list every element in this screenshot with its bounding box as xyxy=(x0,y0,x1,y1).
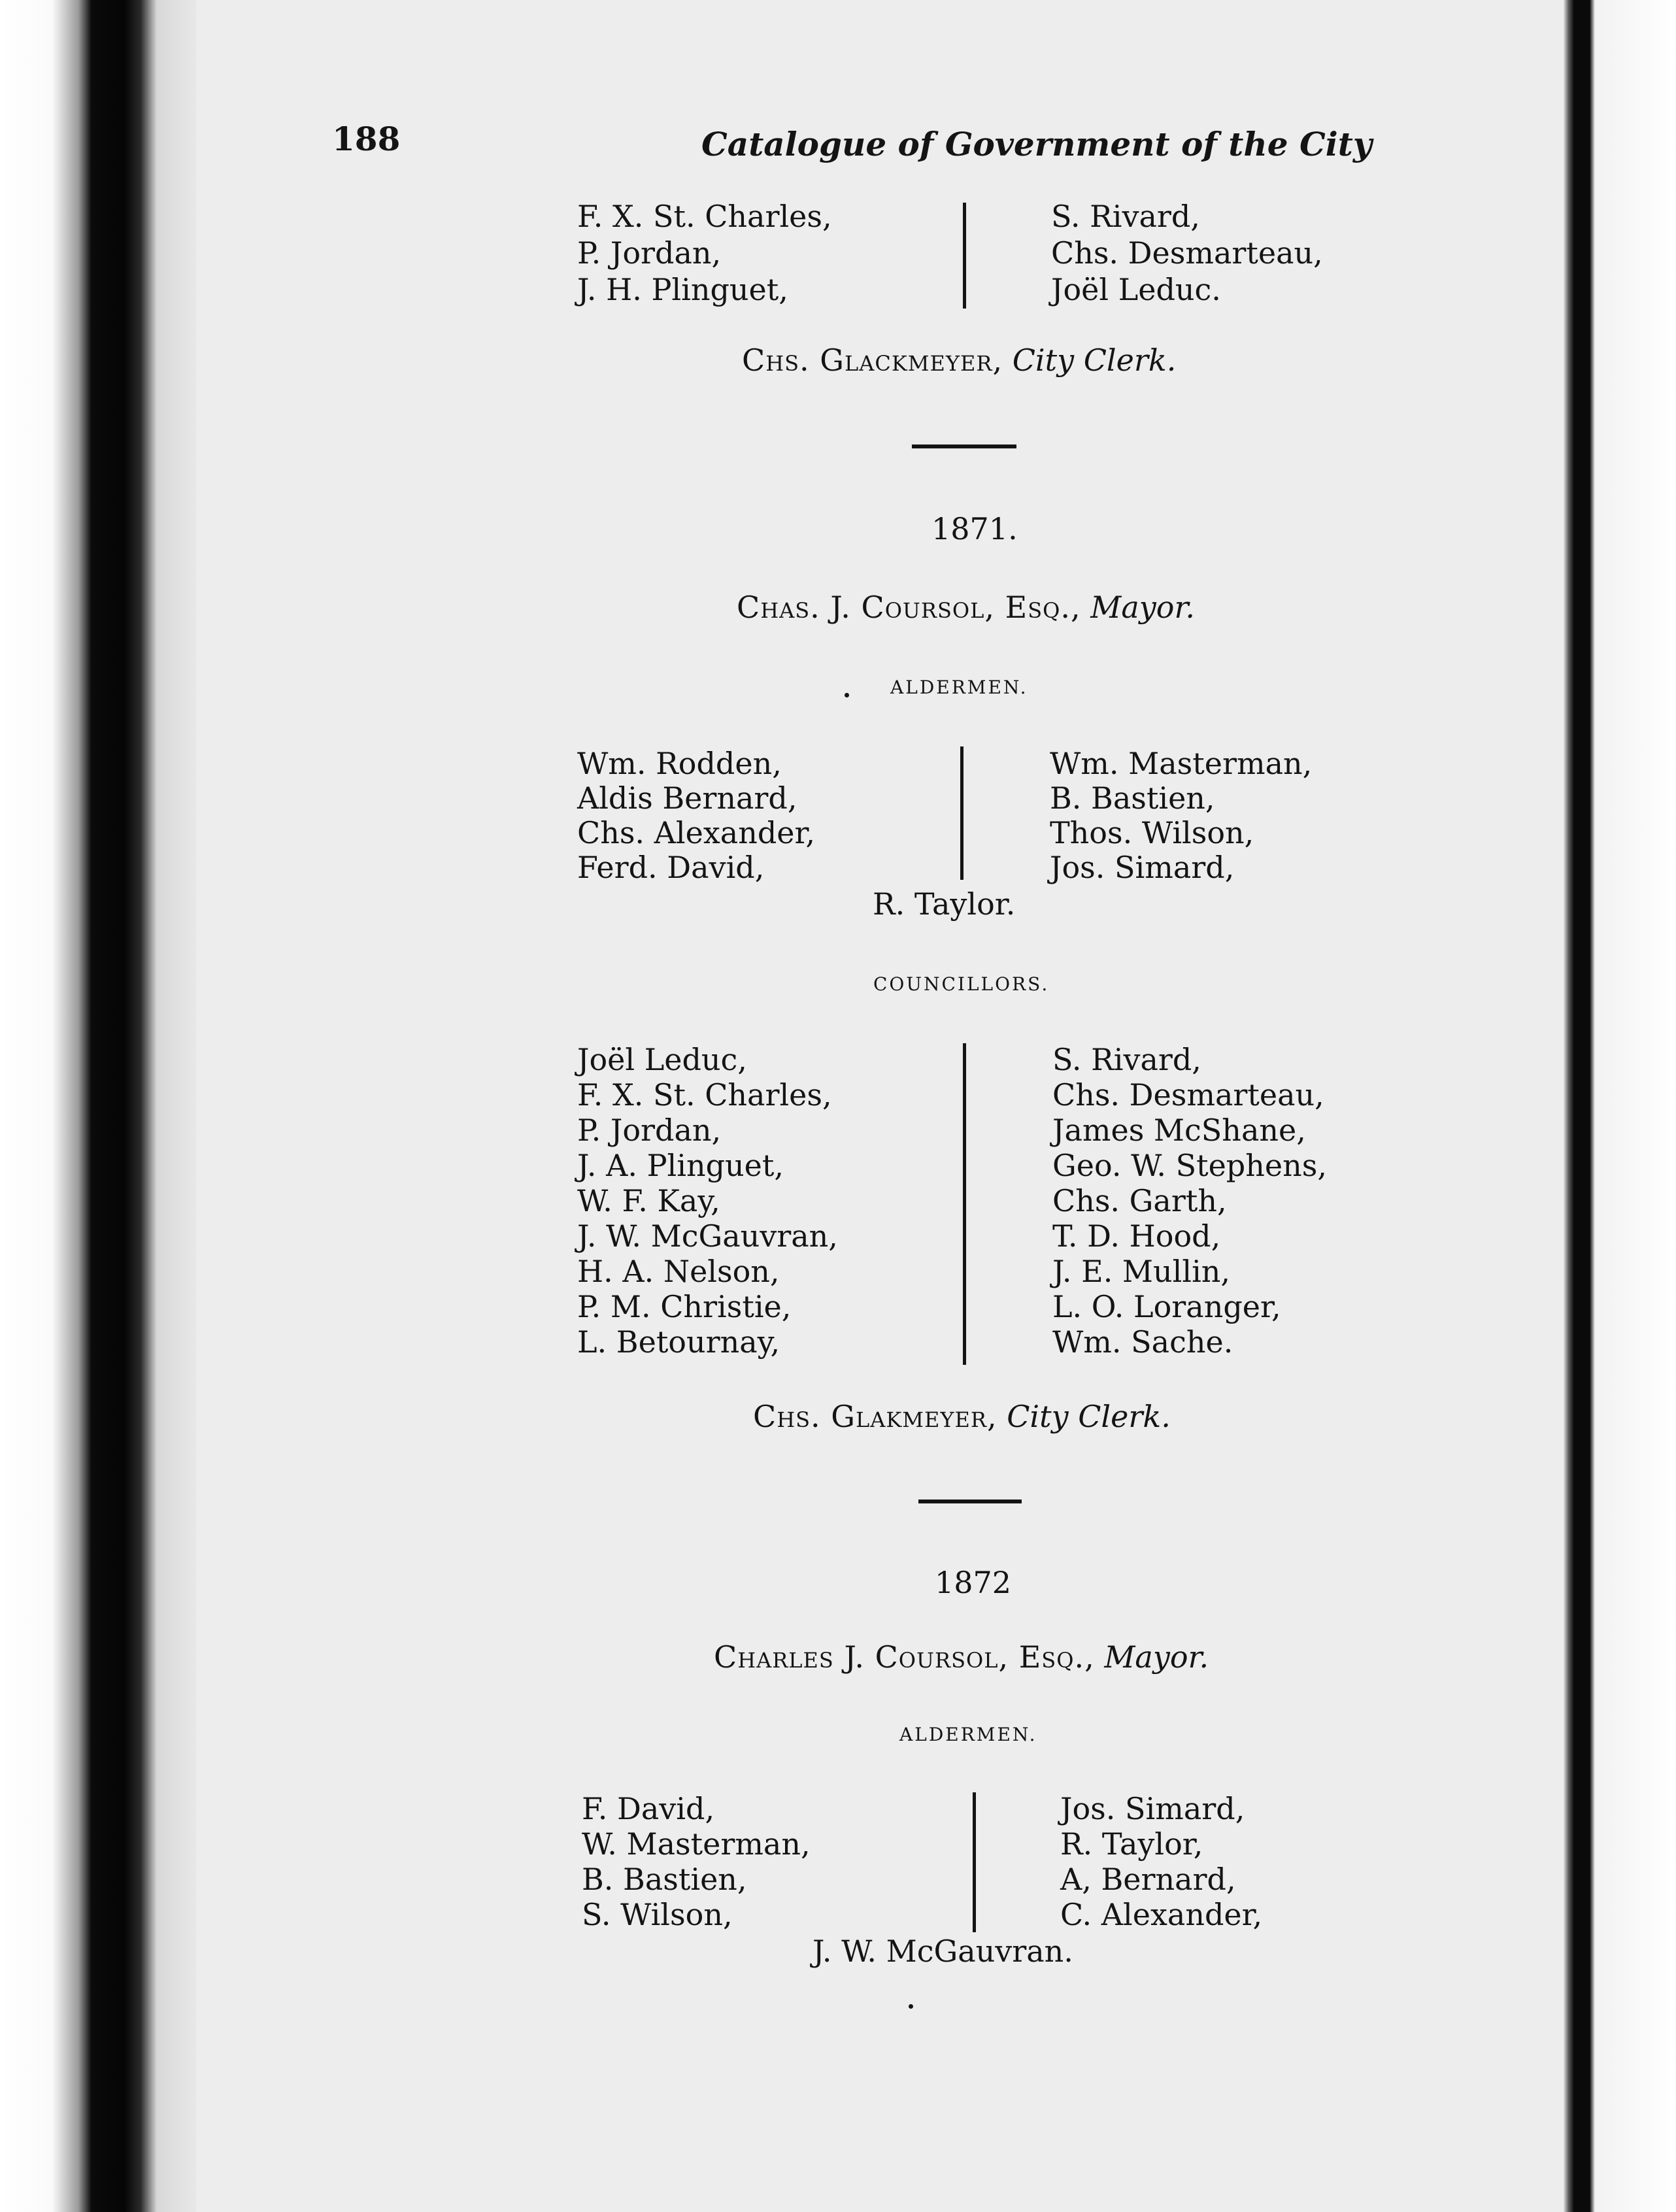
list-item: Chs. Garth, xyxy=(1052,1183,1227,1218)
list-item: F. X. St. Charles, xyxy=(577,199,832,234)
city-clerk-line xyxy=(753,1401,1171,1432)
list-item: Aldis Bernard, xyxy=(577,780,797,816)
column-divider xyxy=(960,746,964,880)
list-item: P. Jordan, xyxy=(577,235,722,271)
column-divider xyxy=(963,1043,966,1365)
section-year: 1872 xyxy=(935,1565,1012,1600)
list-item: B. Bastien, xyxy=(582,1862,747,1897)
section-rule xyxy=(918,1500,1022,1503)
list-item: J. H. Plinguet, xyxy=(577,272,788,307)
list-item: F. David, xyxy=(582,1791,715,1826)
list-item: Chs. Desmarteau, xyxy=(1051,235,1323,271)
list-item: C. Alexander, xyxy=(1060,1897,1263,1932)
list-item: Thos. Wilson, xyxy=(1050,815,1254,850)
column-divider xyxy=(963,203,966,309)
mayor-name: Chas. J. Coursol, Esq., xyxy=(737,590,1081,625)
list-item: B. Bastien, xyxy=(1050,780,1215,816)
aldermen-heading: ALDERMEN. xyxy=(899,1724,1037,1745)
list-item: Jos. Simard, xyxy=(1050,850,1235,885)
list-item: Wm. Rodden, xyxy=(577,746,782,781)
councillors-heading: COUNCILLORS. xyxy=(873,973,1050,995)
list-item: Chs. Desmarteau, xyxy=(1052,1077,1324,1113)
mayor-line xyxy=(714,1639,1209,1675)
list-item: P. Jordan, xyxy=(577,1113,722,1148)
aldermen-heading: ALDERMEN. xyxy=(890,677,1028,698)
clerk-title: City Clerk. xyxy=(1012,343,1177,378)
clerk-name: Chs. Glakmeyer, xyxy=(753,1399,997,1434)
mayor-title: Mayor. xyxy=(1090,590,1196,625)
list-item: James McShane, xyxy=(1052,1113,1306,1148)
print-speck xyxy=(845,693,849,697)
list-item: J. W. McGauvran, xyxy=(577,1218,838,1254)
list-item: P. M. Christie, xyxy=(577,1289,792,1324)
list-item: R. Taylor, xyxy=(1060,1826,1203,1862)
list-item: L. O. Loranger, xyxy=(1052,1289,1281,1324)
list-item-centered: J. W. McGauvran. xyxy=(813,1934,1073,1969)
list-item: H. A. Nelson, xyxy=(577,1254,780,1289)
list-item: S. Rivard, xyxy=(1051,199,1200,234)
city-clerk-line xyxy=(742,343,1177,378)
list-item: L. Betournay, xyxy=(577,1324,780,1360)
mayor-name: Charles J. Coursol, Esq., xyxy=(714,1639,1095,1675)
list-item: Joël Leduc, xyxy=(577,1042,747,1077)
mayor-line xyxy=(737,590,1196,625)
section-year: 1871. xyxy=(931,511,1018,546)
column-divider xyxy=(973,1792,976,1932)
list-item: S. Rivard, xyxy=(1052,1042,1201,1077)
list-item: S. Wilson, xyxy=(582,1897,733,1932)
list-item: Wm. Masterman, xyxy=(1050,746,1313,781)
print-speck xyxy=(909,2004,913,2009)
list-item: Chs. Alexander, xyxy=(577,815,816,850)
clerk-title: City Clerk. xyxy=(1007,1399,1171,1434)
list-item: Ferd. David, xyxy=(577,850,765,885)
list-item: W. Masterman, xyxy=(582,1826,811,1862)
list-item: Joël Leduc. xyxy=(1051,272,1221,307)
list-item: J. E. Mullin, xyxy=(1052,1254,1231,1289)
list-item: Geo. W. Stephens, xyxy=(1052,1148,1327,1183)
list-item: Jos. Simard, xyxy=(1060,1791,1245,1826)
list-item: T. D. Hood, xyxy=(1052,1218,1221,1254)
mayor-title: Mayor. xyxy=(1104,1639,1209,1675)
list-item: F. X. St. Charles, xyxy=(577,1077,832,1113)
clerk-name: Chs. Glackmeyer, xyxy=(742,343,1003,378)
section-rule xyxy=(912,444,1016,448)
running-title: Catalogue of Government of the City xyxy=(701,125,1372,163)
list-item: W. F. Kay, xyxy=(577,1183,720,1218)
list-item: J. A. Plinguet, xyxy=(577,1148,784,1183)
list-item: Wm. Sache. xyxy=(1052,1324,1233,1360)
page-number: 188 xyxy=(332,120,401,158)
list-item-centered: R. Taylor. xyxy=(873,886,1016,922)
list-item: A, Bernard, xyxy=(1060,1862,1236,1897)
